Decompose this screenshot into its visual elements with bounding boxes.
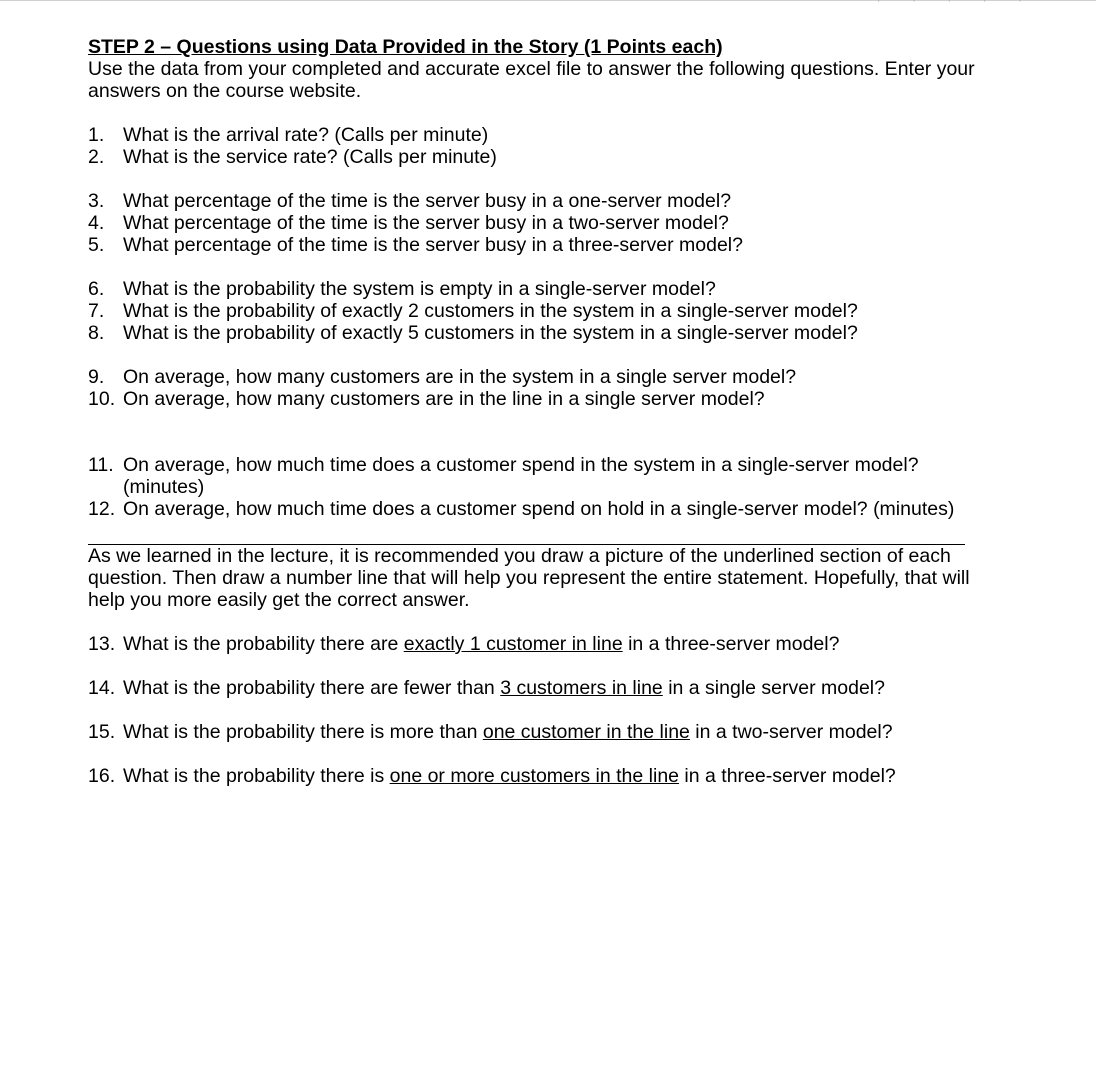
underlined-phrase: one or more customers in the line [389,765,680,787]
question-text: What percentage of the time is the server busy in a one-server model? [123,190,732,212]
question-text: What is the probability the system is empty in a single-server model? [123,278,716,300]
question-number: 10. [88,388,116,410]
question-item [88,322,978,344]
question-item [88,146,978,168]
question-item [88,278,978,300]
question-item [88,721,978,743]
question-number: 11. [88,454,114,476]
question-item [88,190,978,212]
question-text: What percentage of the time is the server busy in a two-server model? [123,212,729,234]
question-number: 6. [88,278,105,300]
question-item [88,234,978,256]
question-text: What is the arrival rate? (Calls per minute) [123,124,489,146]
question-item [88,633,978,655]
question-text: On average, how much time does a customer spend on hold in a single-server model? (minutes) [123,498,955,520]
question-number: 13. [88,633,116,655]
question-number: 7. [88,300,105,322]
question-text: What is the probability of exactly 2 customers in the system in a single-server model? [123,300,858,322]
question-number: 14. [88,677,116,699]
question-text: in a single server model? [662,677,885,699]
question-text: What is the probability there are fewer than [123,677,501,699]
underlined-phrase: exactly 1 customer in line [403,633,623,655]
question-number: 8. [88,322,105,344]
question-number: 1. [88,124,105,146]
question-text: What is the service rate? (Calls per minute) [123,146,497,168]
question-item [88,498,978,520]
question-item [88,454,978,498]
question-item [88,677,978,699]
question-number: 3. [88,190,105,212]
question-number: 15. [88,721,116,743]
question-number: 16. [88,765,116,787]
question-number: 5. [88,234,105,256]
question-text: On average, how many customers are in the system in a single server model? [123,366,797,388]
question-text: in a three-server model? [622,633,840,655]
crop-marks: · · · · · [876,0,1036,7]
question-item [88,366,978,388]
underlined-phrase: 3 customers in line [500,677,663,699]
question-number: 9. [88,366,105,388]
underlined-phrase: one customer in the line [482,721,690,743]
question-text: What percentage of the time is the server busy in a three-server model? [123,234,743,256]
question-number: 2. [88,146,105,168]
question-text: On average, how many customers are in the line in a single server model? [123,388,765,410]
question-item [88,124,978,146]
question-text: What is the probability there are [123,633,404,655]
question-item [88,765,978,787]
question-text: What is the probability there is more than [123,721,483,743]
question-item [88,212,978,234]
question-item [88,300,978,322]
question-text: in a two-server model? [689,721,893,743]
question-number: 4. [88,212,105,234]
question-text: What is the probability there is [123,765,390,787]
question-text: On average, how much time does a customer spend in the system in a single-server model? (minutes) [123,454,919,498]
question-number: 12. [88,498,116,520]
intro-text: Use the data from your completed and accurate excel file to answer the following questions. Enter your answers on the course website. [88,58,975,102]
instruction-note: As we learned in the lecture, it is recommended you draw a picture of the underlined section of each question. Then draw a number line that will help you represent the entire statement. Hopefully, that will help you more easily get the correct answer. [88,545,970,611]
question-text: What is the probability of exactly 5 customers in the system in a single-server model? [123,322,858,344]
worksheet-page [88,36,978,787]
question-text: in a three-server model? [679,765,896,787]
step-heading: STEP 2 – Questions using Data Provided in the Story (1 Points each) [88,36,723,58]
question-item [88,388,978,410]
